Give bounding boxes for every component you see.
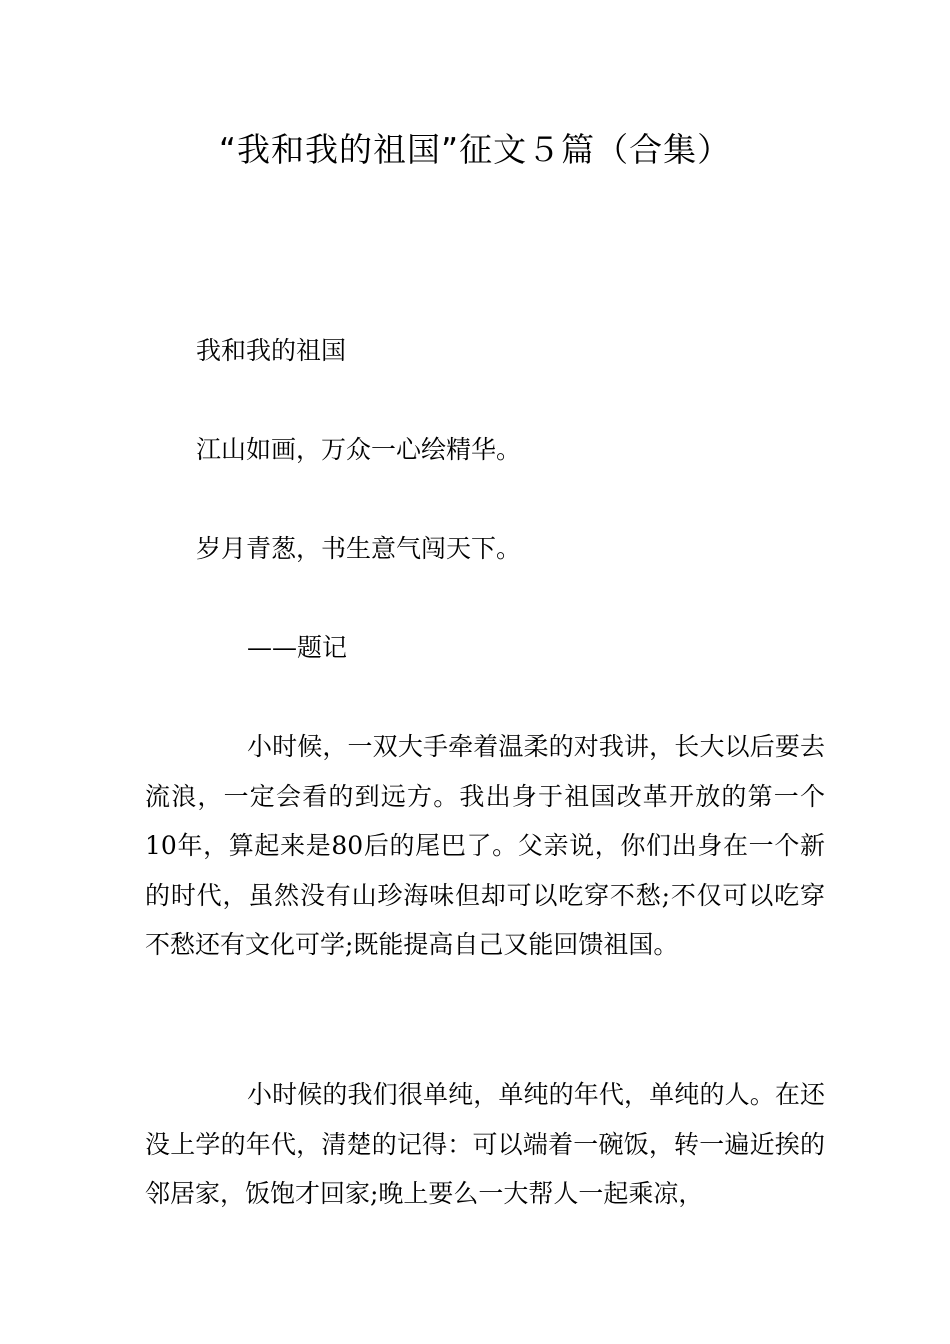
paragraph-text: 小时候的我们很单纯，单纯的年代，单纯的人。在还没上学的年代，清楚的记得：可以端着一碗饭，转一遍近挨的邻居家，饭饱才回家;晚上要么一大帮人一起乘凉， [145, 1080, 825, 1208]
paragraph-text: 小时候，一双大手牵着温柔的对我讲，长大以后要去流浪，一定会看的到远方。我出身于祖国改革开放的第一个10年，算起来是80后的尾巴了。父亲说，你们出身在一个新的时代，虽然没有山珍海味但却可以吃穿不愁;不仅可以吃穿不愁还有文化可学;既能提高自己又能回馈祖国。 [145, 732, 825, 959]
section-heading: 我和我的祖国 [196, 336, 347, 365]
inscription: ——题记 [247, 633, 348, 662]
poem-line: 江山如画，万众一心绘精华。 [196, 435, 522, 464]
body-paragraph [145, 722, 825, 970]
poem-line: 岁月青葱，书生意气闯天下。 [196, 534, 522, 563]
body-paragraph [145, 1070, 825, 1219]
document-title: “我和我的祖国”征文５篇（合集） [218, 130, 732, 169]
